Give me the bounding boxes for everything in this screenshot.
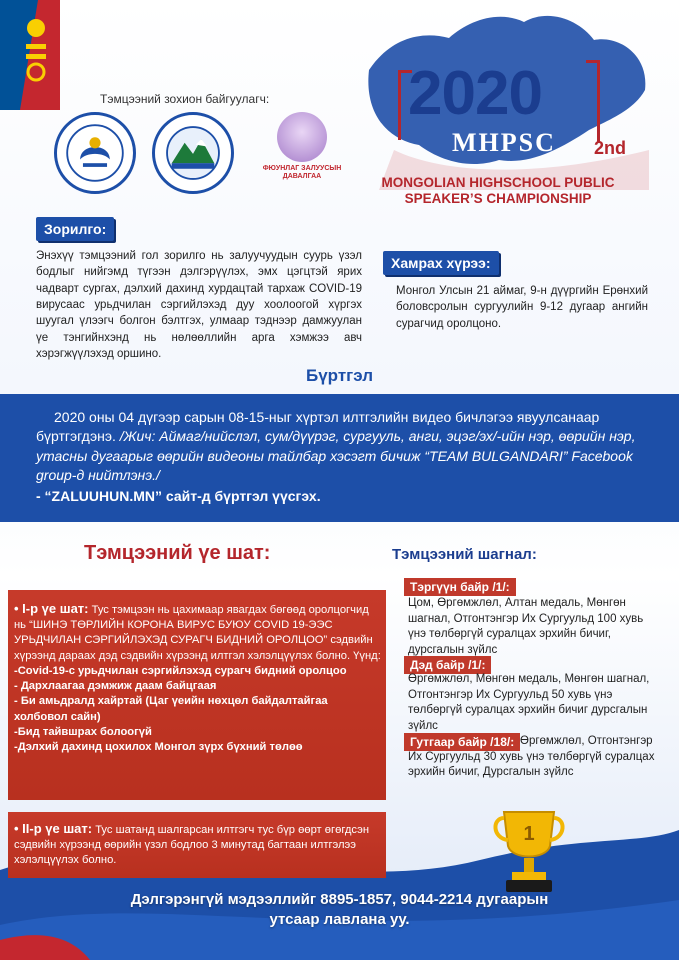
trophy-icon bbox=[488, 806, 570, 894]
stage2-description: Тус шатанд шалгарсан илтгэгч тус бүр өөрт өгөгдсэн сэдвийн хүрээнд өөрийн үзэл бодлоо 3 минутад багтаан илтгэлээ хэлэлцүүлэх болно. bbox=[14, 824, 370, 867]
second-prize-head: Дэд байр /1/: bbox=[404, 656, 491, 674]
contact-info bbox=[0, 890, 679, 931]
registration-note: /Жич: Аймаг/нийслэл, сум/дүүрэг, сургууль, анги, эцэг/эх/-ийн нэр, өөрийн нэр, утасны дугаарыг өөрийн видеоны тайлбар хэсэгт бичиж “TEAM BULGANDARI” Facebook group-д нийтлэнэ./ bbox=[36, 428, 636, 483]
year-bracket-right bbox=[586, 60, 600, 142]
prizes-title: Тэмцээний шагнал: bbox=[392, 546, 537, 563]
first-prize-text: Цом, Өргөмжлөл, Алтан медаль, Мөнгөн шагнал, Отгонтэнгэр Их Сургуульд 100 хувь үнэ төлбөргүй суралцах эрхийн бичиг, дурсгалын зүйлс bbox=[408, 597, 644, 656]
stage1-description: Тус тэмцээн нь цахимаар явагдах бөгөөд оролцогчид нь “ШИНЭ ТӨРЛИЙН КОРОНА ВИРУС БУЮУ COVID 19-ЭЭС УРЬДЧИЛАН СЭРГИЙЛЭХЭД СУРАГЧ БИДНИЙ ОРОЛЦОО” сэдвийн хүрээнд дараах дэд сэдвийн хүрээнд илтгэл хэлэлцүүлэх болно. Үүнд: bbox=[14, 604, 381, 662]
trophy-number: 1 bbox=[523, 823, 535, 845]
event-abbreviation: MHPSC bbox=[452, 128, 556, 157]
third-prize-head: Гутгаар байр /18/: bbox=[404, 733, 520, 751]
stage2-name: • II-р үе шат: bbox=[14, 821, 93, 836]
stage1-name: • I-р үе шат: bbox=[14, 601, 89, 616]
list-item: - Дархлаагаа дэмжиж даам байцгаая bbox=[14, 680, 217, 693]
contact-line-2: утсаар лавлана уу. bbox=[269, 911, 410, 929]
registration-text bbox=[36, 408, 656, 485]
organizer-logo-3 bbox=[262, 112, 342, 180]
stage1-text bbox=[14, 600, 382, 755]
registration-site: - “ZALUUHUN.MN” сайт-д бүртгэл үүсгэх. bbox=[36, 488, 321, 504]
registration-main-text: 2020 оны 04 дүгээр сарын 08-15-ныг хүртэл илтгэлийн видео бичлэгээ явуулсанаар бүртгэгдэнэ. bbox=[36, 409, 600, 445]
organizer-logo-3-text: ФЮУНЛАГ ЗАЛУУСЫН ДАВАЛГАА bbox=[262, 165, 342, 180]
goal-text: Энэхүү тэмцээний гол зорилго нь залуучуудын суурь үзэл бодлыг нийгэмд түгээн дэлгэрүүлэх, эмх цэгцтэй ярих чадварт сургах, дэлхий дахинд хурдацтай тархаж COVID-19 вирусаас урьдчилан сэргийлэхэд дуу хоолоогой хүргэх шуугал үлээгч болгон бэлтгэх, улмаар тэднээр дамжуулан үе тэнгийнхэнд нь нөлөөллийн арга хэмжээ авч хэрэгжүүлэхэд оршино. bbox=[36, 250, 362, 360]
registration-title: Бүртгэл bbox=[305, 366, 373, 385]
championship-title: MONGOLIAN HIGHSCHOOL PUBLIC SPEAKER’S CHAMPIONSHIP bbox=[381, 175, 615, 207]
brain-head-icon bbox=[277, 112, 327, 162]
organizers-label: Тэмцээний зохион байгуулагч: bbox=[100, 92, 270, 106]
event-year: 2020 bbox=[408, 59, 542, 128]
goal-label: Зорилго: bbox=[36, 217, 114, 241]
list-item: -Covid-19-с урьдчилан сэргийлэхэд сурагч бидний оролцоо bbox=[14, 664, 347, 677]
stage1-topics bbox=[14, 664, 382, 755]
scope-text: Монгол Улсын 21 аймаг, 9-н дүүргийн Ерөнхий боловсролын сургуулийн 9-12 дугаар ангийн сурагчид оролцоно. bbox=[396, 285, 648, 330]
third-prize-description: Өргөмжлөл, Отгонтэнгэр Их Сургуульд 30 хувь үнэ төлбөргүй суралцах эрхийн бичиг, Дурсгалын зүйлс bbox=[408, 735, 655, 779]
event-edition: 2nd bbox=[594, 138, 627, 158]
first-prize-head: Тэргүүн байр /1/: bbox=[404, 578, 516, 596]
third-prize-text bbox=[408, 734, 658, 781]
stages-title: Тэмцээний үе шат: bbox=[84, 542, 271, 564]
list-item: - Би амьдралд хайртай (Цаг үеийн нөхцөл байдалтайгаа холбовол сайн) bbox=[14, 695, 328, 723]
organizer-logo-1 bbox=[54, 112, 136, 194]
list-item: -Дэлхий дахинд цохилох Монгол зүрх бүхний төлөө bbox=[14, 741, 303, 754]
mongolian-flag-corner bbox=[0, 0, 60, 110]
contact-line-1: Дэлгэрэнгүй мэдээллийг 8895-1857, 9044-2214 дугаарын bbox=[130, 891, 549, 908]
stage2-text bbox=[14, 820, 382, 869]
list-item: -Бид тайвшрах болоогүй bbox=[14, 725, 152, 738]
scope-label: Хамрах хүрээ: bbox=[383, 251, 499, 275]
second-prize-text: Өргөмжлөл, Мөнгөн медаль, Мөнгөн шагнал, Отгонтэнгэр Их Сургуульд 50 хувь үнэ төлбөргүй суралцах эрхийн бичиг дурсгалын зүйлс bbox=[408, 673, 650, 732]
organizer-logo-2 bbox=[152, 112, 234, 194]
